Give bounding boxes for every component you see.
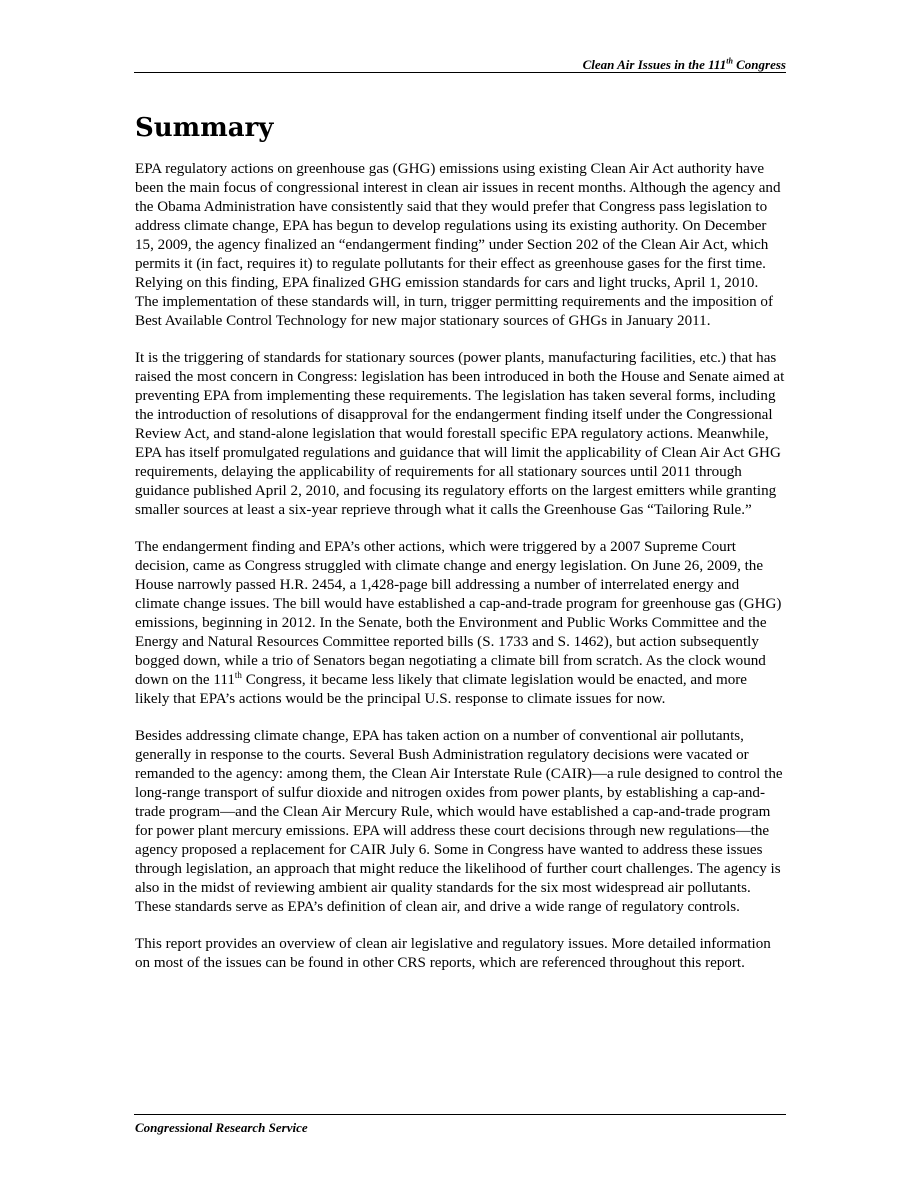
running-header bbox=[134, 57, 786, 72]
running-header-title: Clean Air Issues in the 111 bbox=[582, 57, 727, 72]
summary-body bbox=[135, 160, 785, 991]
footer-divider bbox=[134, 1114, 786, 1115]
summary-paragraph-1: EPA regulatory actions on greenhouse gas (GHG) emissions using existing Clean Air Act authority have been the main focus of congressional interest in clean air issues in recent months. Although the agency and the Obama Administration have consistently said that they would prefer that Congress pass legislation to address climate change, EPA has begun to develop regulations using its existing authority. On December 15, 2009, the agency finalized an “endangerment finding” under Section 202 of the Clean Air Act, which permits it (in fact, requires it) to regulate pollutants for their effect as greenhouse gases for the first time. Relying on this finding, EPA finalized GHG emission standards for cars and light trucks, April 1, 2010. The implementation of these standards will, in turn, trigger permitting requirements and the imposition of Best Available Control Technology for new major stationary sources of GHGs in January 2011. bbox=[135, 161, 781, 329]
section-heading: Summary bbox=[135, 113, 274, 143]
running-header-ordinal-suffix: th bbox=[726, 56, 733, 66]
summary-paragraph-3 bbox=[135, 538, 785, 709]
summary-paragraph-2: It is the triggering of standards for stationary sources (power plants, manufacturing facilities, etc.) that has raised the most concern in Congress: legislation has been introduced in both the House and Senate aimed at preventing EPA from implementing these requirements. The legislation has taken several forms, including the introduction of resolutions of disapproval for the endangerment finding itself under the Congressional Review Act, and stand-alone legislation that would forestall specific EPA regulatory actions. Meanwhile, EPA has itself promulgated regulations and guidance that will limit the applicability of Clean Air Act GHG requirements, delaying the applicability of requirements for all stationary sources until 2011 through guidance published April 2, 2010, and focusing its regulatory efforts on the largest emitters while granting smaller sources at least a six-year reprieve through what it calls the Greenhouse Gas “Tailoring Rule.” bbox=[135, 350, 785, 518]
summary-paragraph-4: Besides addressing climate change, EPA has taken action on a number of conventional air pollutants, generally in response to the courts. Several Bush Administration regulatory decisions were vacated or remanded to the agency: among them, the Clean Air Interstate Rule (CAIR)—a rule designed to control the long-range transport of sulfur dioxide and nitrogen oxides from power plants, by establishing a cap-and-trade program—and the Clean Air Mercury Rule, which would have established a cap-and-trade program for power plant mercury emissions. EPA will address these court decisions through new regulations—the agency proposed a replacement for CAIR July 6. Some in Congress have wanted to address these issues through legislation, an approach that might reduce the likelihood of further court challenges. The agency is also in the midst of reviewing ambient air quality standards for the six most widespread air pollutants. These standards serve as EPA’s definition of clean air, and drive a wide range of regulatory controls. bbox=[135, 728, 783, 915]
summary-paragraph-3-text: The endangerment finding and EPA’s other actions, which were triggered by a 2007 Supreme Court decision, came as Congress struggled with climate change and energy legislation. On June 26, 2009, the House narrowly passed H.R. 2454, a 1,428-page bill addressing a number of interrelated energy and climate change issues. The bill would have established a cap-and-trade program for greenhouse gas (GHG) emissions, beginning in 2012. In the Senate, both the Environment and Public Works Committee and the Energy and Natural Resources Committee reported bills (S. 1733 and S. 1462), but action subsequently bogged down, while a trio of Senators began negotiating a climate bill from scratch. As the clock wound down on the 111 bbox=[135, 539, 782, 688]
summary-paragraph-3-ordinal-suffix: th bbox=[234, 669, 242, 680]
summary-paragraph-3-tail: Congress, it became less likely that climate legislation would be enacted, and more likely that EPA’s actions would be the principal U.S. response to climate issues for now. bbox=[135, 672, 748, 707]
running-header-title-end: Congress bbox=[732, 57, 786, 72]
running-footer: Congressional Research Service bbox=[135, 1120, 308, 1135]
summary-paragraph-5: This report provides an overview of clean air legislative and regulatory issues. More detailed information on most of the issues can be found in other CRS reports, which are referenced throughout this report. bbox=[135, 936, 771, 971]
header-divider bbox=[134, 72, 786, 73]
